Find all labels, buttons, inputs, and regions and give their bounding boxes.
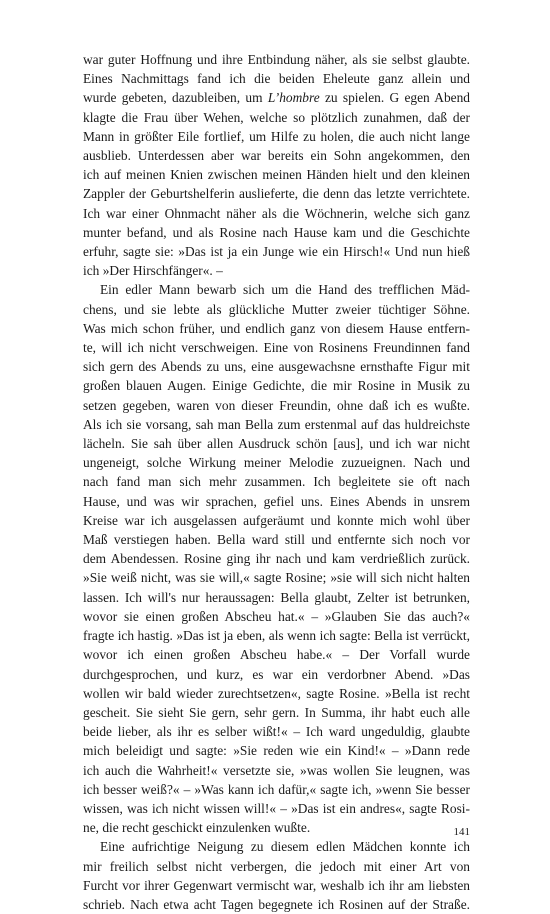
text-line: durchgesprochen, und kurz, es war ein verdorbner Abend. »Das xyxy=(83,666,470,682)
text-line: war guter Hoffnung und ihre Entbindung näher, als sie selbst glaubte. xyxy=(83,52,470,67)
text-line: beide lieber, als ihr es selber wißt!« – Ich ward ungeduldig, glaubte xyxy=(83,724,470,740)
text-line: te, will ich nicht verschweigen. Eine von Rosinens Freundinnen fand xyxy=(83,340,470,356)
text-line: ich »Der Hirschfänger«. – xyxy=(83,263,223,279)
paragraph-1 xyxy=(83,50,470,280)
text-line: wurde gebeten, dazubleiben, um L’hombre zu spielen. G egen Abend xyxy=(83,90,471,106)
text-line: Zappler der Geburtshelferin auslieferte, die denn das letzte verrichtete. xyxy=(83,186,470,202)
text-line: Ich war einer Ohnmacht näher als die Wöchnerin, welche sich ganz xyxy=(83,205,470,221)
text-line: Furcht vor ihrer Gegenwart vermischt war, weshalb ich ihr am liebsten xyxy=(83,877,470,893)
text-line: mich beleidigt und sagte: »Sie reden wie ein Kind!« – »Dann rede xyxy=(83,743,470,759)
text-line: wollen wir bald wieder zurechtsetzen«, sagte Rosine. »Bella ist recht xyxy=(83,685,470,701)
text-line: großen blauen Augen. Einige Gedichte, die mir Rosine in Musik zu xyxy=(83,378,470,394)
page-number: 141 xyxy=(453,826,470,838)
text-line: dem Abendessen. Rosine ging ihr nach und kam verdrießlich zurück. xyxy=(83,551,470,567)
text-line: wovor ich einen großen Abscheu habe.« – Der Vorfall wurde xyxy=(83,647,470,663)
text-line: lächeln. Sie sah über allen Ausdruck schön [aus], und ich war nicht xyxy=(83,436,470,452)
text-line: sich gern des Abends zu uns, eine ausgewachsne ernsthafte Figur mit xyxy=(83,359,470,375)
text-line: Eine aufrichtige Neigung zu diesem edlen Mädchen konnte ich xyxy=(100,839,470,855)
text-line: »Sie weiß nicht, was sie will,« sagte Rosine; »sie will sich nicht halten xyxy=(83,570,470,586)
text-line: mir freilich selbst nicht verbergen, die jedoch mit einer Art von xyxy=(83,858,470,874)
text-line: ich auch die Wahrheit!« versetzte sie, »was wollen Sie leugnen, was xyxy=(83,762,470,778)
text-line: nach fand man sich mehr zusammen. Ich begleitete sie oft nach xyxy=(83,474,470,490)
text-line: gescheit. Sie sieht Sie gern, sehr gern. In Summa, ihr habt euch alle xyxy=(83,704,470,720)
paragraph-3 xyxy=(83,837,470,914)
text-line: schrieb. Nach etwa acht Tagen begegnete ich Rosinen auf der Straße. xyxy=(83,896,470,912)
paragraph-2 xyxy=(83,280,470,837)
text-line: fragte ich hastig. »Das ist ja eben, als wenn ich sagte: Bella ist verrückt, xyxy=(83,628,470,644)
text-line: chens, und sie lebte als glückliche Mutter zweier tüchtiger Söhne. xyxy=(83,301,470,317)
text-line: Maß verstiegen haben. Bella ward still und entfernte sich noch vor xyxy=(83,532,470,548)
text-line: Hause, und was wir sprachen, gefiel uns. Eines Abends in unsrem xyxy=(83,493,470,509)
text-line: Eines Nachmittags fand ich die beiden Eheleute ganz allein und xyxy=(83,71,470,87)
text-line: munter befand, und als Rosine nach Hause kam und die Geschichte xyxy=(83,224,470,240)
page-body xyxy=(83,50,470,914)
text-line: Mann in größter Eile fortlief, um Hilfe zu holen, die auch nicht lange xyxy=(83,128,470,144)
text-line: ungeneigt, solche Wirkung meiner Melodie zuzueignen. Nach und xyxy=(83,455,470,471)
text-line: erfuhr, sagte sie: »Das ist ja ein Junge wie ein Hirsch!« Und nun hieß xyxy=(83,244,470,260)
text-line: Ein edler Mann bewarb sich um die Hand des trefflichen Mäd- xyxy=(100,282,470,298)
text-line: wovor sie einen großen Abscheu hat.« – »Glauben Sie das auch?« xyxy=(83,608,470,624)
text-line: ausblieb. Unterdessen aber war bereits ein Sohn angekommen, den xyxy=(83,148,470,164)
text-line: Was mich schon früher, und endlich ganz von diesem Hause entfern- xyxy=(83,320,470,336)
text-line: lassen. Ich will's nur heraussagen: Bella glaubt, Zelter ist betrunken, xyxy=(83,589,470,605)
text-line: wissen, was ich nicht wissen will!« – »Das ist ein andres«, sagte Rosi- xyxy=(83,800,470,816)
text-line: setzen gegeben, waren von dieser Freundin, ohne daß ich es wußte. xyxy=(83,397,470,413)
text-line: ne, die recht geschickt einzulenken wußte. xyxy=(83,820,311,836)
text-line: Als ich sie vorsang, sah man Bella zum erstenmal auf das huldreichste xyxy=(83,416,470,432)
text-line: ich auf meinen Knien zwischen meinen Händen hielt und den kleinen xyxy=(83,167,470,183)
italic-term: L’hombre xyxy=(267,90,320,106)
text-line: Kreise war ich ausgelassen aufgeräumt und konnte mich wohl über xyxy=(83,512,470,528)
text-line: ich besser weiß?« – »Was kann ich dafür,« sagte ich, »wenn Sie besser xyxy=(83,781,470,797)
text-line: klagte die Frau über Wehen, welche so plötzlich zunahmen, daß der xyxy=(83,109,470,125)
